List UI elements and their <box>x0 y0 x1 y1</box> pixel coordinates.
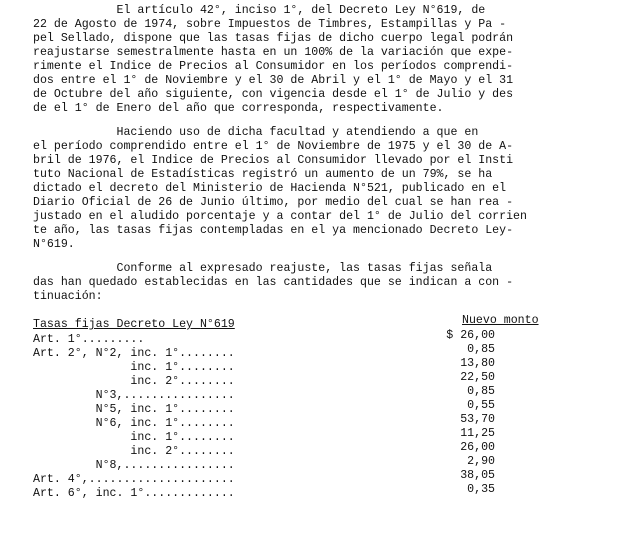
paragraph-line: de el 1° de Enero del año que corresponda, respectivamente. <box>33 102 444 115</box>
paragraph-line: te año, las tasas fijas contempladas en el ya mencionado Decreto Ley- <box>33 224 514 237</box>
table-row-amount: 38,05 <box>460 469 495 482</box>
table-row-amount: 0,85 <box>467 385 495 398</box>
paragraph-line: reajustarse semestralmente hasta en un 100% de la variación que expe- <box>33 46 514 59</box>
table-row-amount: 2,90 <box>467 455 495 468</box>
paragraph-line: justado en el aludido porcentaje y a contar del 1° de Julio del corrien <box>33 210 527 223</box>
paragraph-line: Conforme al expresado reajuste, las tasas fijas señala <box>33 262 493 275</box>
table-row-label: N°8,................ <box>33 459 235 472</box>
table-row-amount: 11,25 <box>460 427 495 440</box>
paragraph-line: das han quedado establecidas en las cantidades que se indican a con - <box>33 276 514 289</box>
table-row-label: Art. 6°, inc. 1°............. <box>33 487 235 500</box>
paragraph-line: rimente el Indice de Precios al Consumidor en los períodos comprendi- <box>33 60 514 73</box>
table-row-amount: 0,55 <box>467 399 495 412</box>
paragraph-line: tinuación: <box>33 290 103 303</box>
paragraph-line: el período comprendido entre el 1° de Noviembre de 1975 y el 30 de A- <box>33 140 514 153</box>
table-row-label: Art. 1°......... <box>33 333 145 346</box>
table-row-label: N°3,................ <box>33 389 235 402</box>
table-row-label: inc. 1°........ <box>33 431 235 444</box>
table-row-label: inc. 1°........ <box>33 361 235 374</box>
paragraph-line: bril de 1976, el Indice de Precios al Consumidor llevado por el Insti <box>33 154 514 167</box>
paragraph-line: de Octubre del año siguiente, con vigencia desde el 1° de Julio y des <box>33 88 514 101</box>
paragraph-line: N°619. <box>33 238 75 251</box>
paragraph-line: dos entre el 1° de Noviembre y el 30 de Abril y el 1° de Mayo y el 31 <box>33 74 514 87</box>
table-row-label: inc. 2°........ <box>33 445 235 458</box>
paragraph-line: tuto Nacional de Estadísticas registró un aumento de un 79%, se ha <box>33 168 493 181</box>
table-header-right: Nuevo monto <box>462 314 539 327</box>
table-row-label: Art. 2°, N°2, inc. 1°........ <box>33 347 235 360</box>
table-header-left: Tasas fijas Decreto Ley N°619 <box>33 318 235 331</box>
table-row-label: Art. 4°,..................... <box>33 473 235 486</box>
paragraph-line: 22 de Agosto de 1974, sobre Impuestos de Timbres, Estampillas y Pa - <box>33 18 507 31</box>
table-row-amount: 13,80 <box>460 357 495 370</box>
table-row-amount: 26,00 <box>460 441 495 454</box>
paragraph-line: Diario Oficial de 26 de Junio último, por medio del cual se han rea - <box>33 196 514 209</box>
paragraph-line: Haciendo uso de dicha facultad y atendiendo a que en <box>33 126 479 139</box>
table-row-amount: $ 26,00 <box>446 329 495 342</box>
table-row-label: N°5, inc. 1°........ <box>33 403 235 416</box>
table-row-amount: 53,70 <box>460 413 495 426</box>
paragraph-line: dictado el decreto del Ministerio de Hacienda N°521, publicado en el <box>33 182 507 195</box>
paragraph-line: pel Sellado, dispone que las tasas fijas de dicho cuerpo legal podrán <box>33 32 514 45</box>
paragraph-line: El artículo 42°, inciso 1°, del Decreto Ley N°619, de <box>33 4 486 17</box>
table-row-amount: 0,85 <box>467 343 495 356</box>
table-row-label: inc. 2°........ <box>33 375 235 388</box>
table-row-amount: 0,35 <box>467 483 495 496</box>
table-row-amount: 22,50 <box>460 371 495 384</box>
table-row-label: N°6, inc. 1°........ <box>33 417 235 430</box>
